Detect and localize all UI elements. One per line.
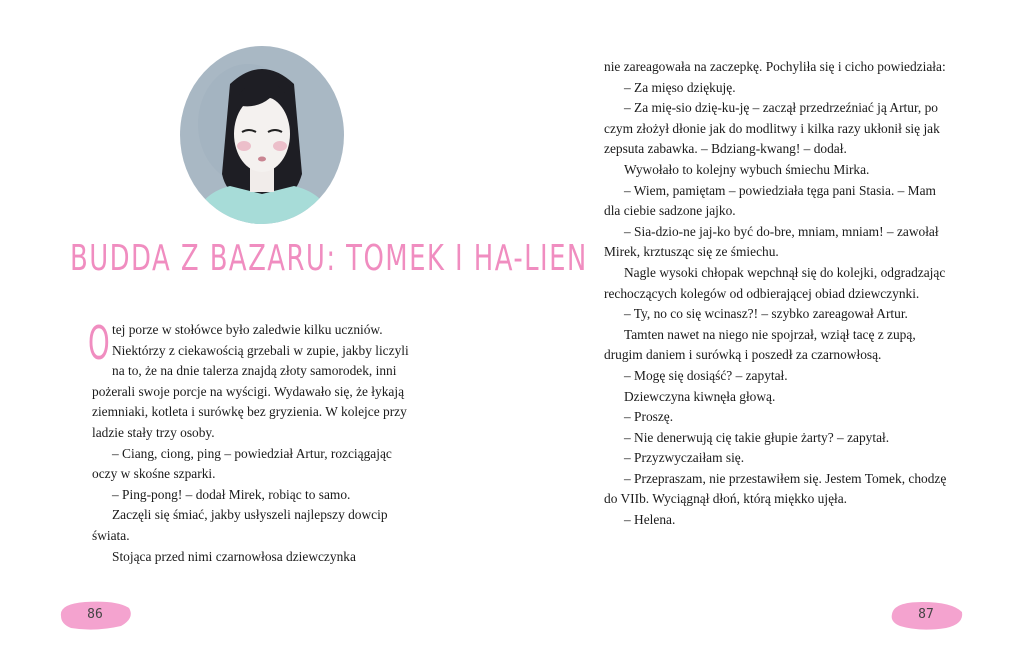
right-page [512, 0, 1024, 670]
page-number-left [55, 598, 135, 632]
chapter-title: BUDDA Z BAZARU: TOMEK I HA-LIEN [70, 238, 588, 279]
paragraph: Nagle wysoki chłopak wepchnął się do kolejki, odgradzając rechoczących kolegów od odbierającej obiad dziewczynki. [604, 264, 946, 301]
left-body-text [88, 316, 410, 567]
paragraph: – Ping-pong! – dodał Mirek, robiąc to samo. [112, 486, 351, 502]
paragraph: – Nie denerwują cię takie głupie żarty? – zapytał. [624, 429, 890, 445]
page-number-right [886, 598, 966, 632]
paragraph: – Przepraszam, nie przestawiłem się. Jestem Tomek, chodzę do VIIb. Wyciągnął dłoń, którą miękko ujęła. [604, 470, 947, 507]
paragraph: – Ciang, ciong, ping – powiedział Artur, rozciągając oczy w skośne szparki. [92, 445, 392, 482]
paragraph: Wywołało to kolejny wybuch śmiechu Mirka. [624, 161, 870, 177]
drop-cap: O [88, 316, 110, 370]
page-number-label: 86 [87, 607, 103, 622]
paragraph: Stojąca przed nimi czarnowłosa dziewczynka [112, 548, 356, 564]
page-number-label: 87 [918, 607, 934, 622]
paragraph: Dziewczyna kiwnęła głową. [624, 388, 776, 404]
paragraph: – Wiem, pamiętam – powiedziała tęga pani Stasia. – Mam dla ciebie sadzone jajko. [604, 182, 936, 219]
paragraph: – Helena. [624, 512, 676, 528]
paragraph: – Za mięso dziękuję. [624, 79, 736, 95]
paragraph: Zaczęli się śmiać, jakby usłyszeli najlepszy dowcip świata. [92, 507, 388, 543]
paragraph: – Proszę. [624, 409, 674, 425]
paragraph: nie zareagowała na zaczepkę. Pochyliła się i cicho powiedziała: [604, 59, 946, 74]
paragraph: – Przyzwyczaiłam się. [624, 450, 745, 466]
right-body-text [604, 57, 954, 531]
paragraph: – Mogę się dosiąść? – zapytał. [624, 367, 788, 383]
paragraph: – Sia-dzio-ne jaj-ko być do-bre, mniam, mniam! – zawołał Mirek, krztusząc się ze śmiechu. [604, 223, 939, 260]
paragraph: – Ty, no co się wcinasz?! – szybko zareagował Artur. [624, 306, 908, 322]
paragraph: – Za mię-sio dzię-ku-ję – zaczął przedrzeźniać ją Artur, po czym złożył dłonie jak do modlitwy i kilka razy ukłonił się jak zepsuta zabawka. – Bdziang-kwang! – dodał. [604, 100, 940, 157]
paragraph: Tamten nawet na niego nie spojrzał, wziął tacę z zupą, drugim daniem i surówką i poszedł za czarnowłosą. [604, 326, 916, 363]
paragraph: tej porze w stołówce było zaledwie kilku uczniów. Niektórzy z ciekawością grzebali w zupie, jakby liczyli na to, że na dnie talerza znajdą złoty samorodek, inni pożerali swoje porcje na wyścigi. Wydawało się, że łykają ziemniaki, kotleta i surówkę bez gryzienia. W kolejce przy ladzie stały trzy osoby. [92, 322, 409, 440]
girl-portrait-illustration [178, 44, 346, 226]
